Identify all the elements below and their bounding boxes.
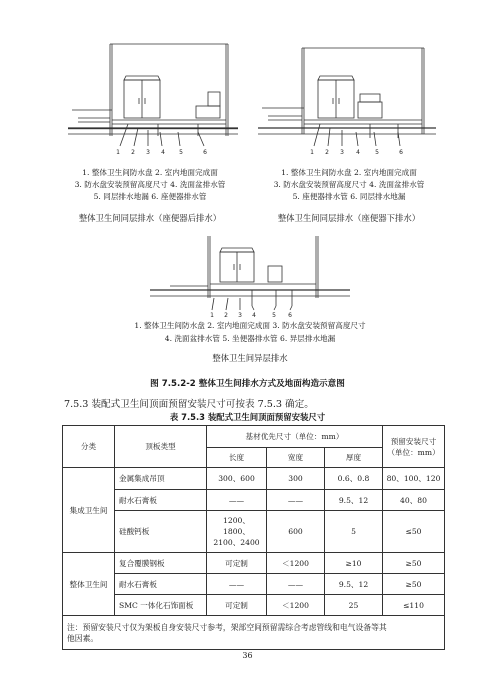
figure-right-caption-3: 5. 座便器排水管 6. 同层排水地漏: [292, 192, 406, 201]
header-width: 宽度: [267, 448, 325, 468]
figure-left-subtitle: 整体卫生间同层排水（座便器后排水）: [78, 213, 222, 223]
callout-2: 2: [131, 149, 135, 156]
table-row: 耐水石膏板 —— —— 9.5、12 40、80: [63, 490, 445, 511]
callout-3: 3: [340, 149, 344, 156]
figure-left-caption-2: 3. 防水盘安装预留高度尺寸 4. 洗面盆排水管: [74, 180, 226, 189]
figure-right-caption-2: 3. 防水盘安装预留高度尺寸 4. 洗面盆排水管: [273, 180, 425, 189]
table-row: SMC 一体化石饰面板 可定制 ＜1200 25 ≤110: [63, 595, 445, 616]
figure-left-caption-3: 5. 同层排水地漏 6. 座便器排水管: [93, 192, 207, 201]
figure-bottom-drawing: [150, 236, 350, 320]
table-row: 耐水石膏板 —— —— 9.5、12 ≥50: [63, 574, 445, 595]
callout-5: 5: [179, 149, 183, 156]
callout-6: 6: [288, 312, 292, 319]
callout-4: 4: [161, 149, 165, 156]
callout-2: 2: [325, 149, 329, 156]
callout-3: 3: [238, 312, 242, 319]
table-row: 整体卫生间 复合覆膜钢板 可定制 ＜1200 ≥10 ≥50: [63, 553, 445, 574]
callout-5: 5: [272, 312, 276, 319]
header-thickness: 厚度: [325, 448, 383, 468]
page-number: 36: [242, 651, 253, 660]
callout-3: 3: [146, 149, 150, 156]
table-row: 硅酸钙板 1200、 1800、 2100、2400 600 5 ≤50: [63, 511, 445, 553]
callout-2: 2: [224, 312, 228, 319]
table-title: 表 7.5.3 装配式卫生间顶面预留安装尺寸: [169, 412, 326, 422]
figure-right-drawing: [258, 44, 436, 162]
figure-bottom-caption-2: 4. 洗面盆排水管 5. 坐便器排水管 6. 异层排水地漏: [164, 334, 336, 343]
header-type: 顶板类型: [115, 426, 207, 468]
callout-1: 1: [310, 149, 314, 156]
callout-1: 1: [116, 149, 120, 156]
figure-left-drawing: [68, 40, 238, 162]
figure-bottom-subtitle: 整体卫生间异层排水: [212, 353, 288, 363]
header-length: 长度: [207, 448, 267, 468]
section-paragraph: 7.5.3 装配式卫生间顶面预留安装尺寸可按表 7.5.3 确定。: [64, 399, 314, 410]
spec-table: [62, 425, 445, 650]
figure-right-subtitle: 整体卫生间同层排水（座便器下排水）: [277, 213, 421, 223]
callout-5: 5: [375, 149, 379, 156]
figure-title: 图 7.5.2-2 整体卫生间排水方式及地面构造示意图: [150, 379, 345, 389]
group-category: 集成卫生间: [63, 468, 115, 553]
table-note-line-2: 他因素。: [67, 633, 99, 643]
callout-1: 1: [210, 312, 214, 319]
header-category: 分类: [63, 426, 115, 468]
figure-right-caption-1: 1. 整体卫生间防水盘 2. 室内地面完成面: [281, 168, 417, 177]
group-category: 整体卫生间: [63, 553, 115, 616]
header-sizes-group: 基材优先尺寸（单位：mm）: [207, 426, 383, 448]
header-reserve: 预留安装尺寸 （单位：mm）: [383, 426, 445, 468]
callout-4: 4: [356, 149, 360, 156]
callout-6: 6: [399, 149, 403, 156]
figure-left-caption-1: 1. 整体卫生间防水盘 2. 室内地面完成面: [82, 168, 218, 177]
table-row: 集成卫生间 金属集成吊顶 300、600 300 0.6、0.8 80、100、120: [63, 468, 445, 490]
figure-bottom-caption-1: 1. 整体卫生间防水盘 2. 室内地面完成面 3. 防水盘安装预留高度尺寸: [134, 321, 366, 330]
callout-4: 4: [252, 312, 256, 319]
table-note-row: [63, 616, 445, 650]
callout-6: 6: [203, 149, 207, 156]
table-note-line-1: 注：预留安装尺寸仅为架板自身安装尺寸参考，架部空间预留需综合考虑管线和电气设备等其: [67, 622, 387, 632]
